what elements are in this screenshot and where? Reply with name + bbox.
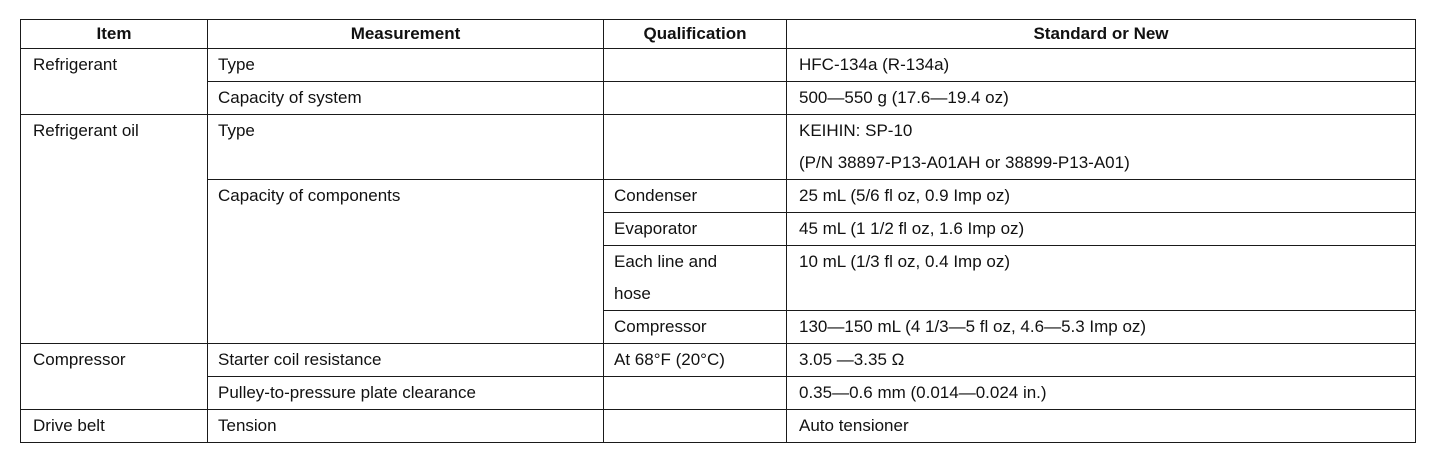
value-refrigerant-capacity: 500—550 g (17.6—19.4 oz) xyxy=(787,82,1416,115)
item-refrigerant-oil: Refrigerant oil xyxy=(21,115,208,344)
qualification-line-hose-line2: hose xyxy=(614,284,651,303)
value-condenser: 25 mL (5/6 fl oz, 0.9 Imp oz) xyxy=(787,180,1416,213)
value-pulley-clearance: 0.35—0.6 mm (0.014—0.024 in.) xyxy=(787,377,1416,410)
measurement-refrigerant-capacity: Capacity of system xyxy=(208,82,604,115)
value-refrigerant-type: HFC-134a (R-134a) xyxy=(787,49,1416,82)
qualification-empty xyxy=(604,410,787,443)
header-item: Item xyxy=(21,20,208,49)
qualification-evaporator: Evaporator xyxy=(604,213,787,246)
qualification-temperature: At 68°F (20°C) xyxy=(604,344,787,377)
measurement-oil-type: Type xyxy=(208,115,604,180)
qualification-line-hose-line1: Each line and xyxy=(614,252,718,271)
measurement-tension: Tension xyxy=(208,410,604,443)
measurement-coil-resistance: Starter coil resistance xyxy=(208,344,604,377)
header-measurement: Measurement xyxy=(208,20,604,49)
spec-table-wrapper xyxy=(20,19,1415,443)
header-row xyxy=(21,20,1416,49)
value-line-hose: 10 mL (1/3 fl oz, 0.4 Imp oz) xyxy=(787,246,1416,311)
table-row xyxy=(21,410,1416,443)
qualification-compressor: Compressor xyxy=(604,311,787,344)
qualification-condenser: Condenser xyxy=(604,180,787,213)
qualification-empty xyxy=(604,377,787,410)
value-evaporator: 45 mL (1 1/2 fl oz, 1.6 Imp oz) xyxy=(787,213,1416,246)
item-refrigerant: Refrigerant xyxy=(21,49,208,115)
measurement-oil-components: Capacity of components xyxy=(208,180,604,344)
table-row xyxy=(21,82,1416,115)
value-oil-type xyxy=(787,115,1416,180)
specifications-table xyxy=(20,19,1416,443)
qualification-empty xyxy=(604,82,787,115)
table-row xyxy=(21,49,1416,82)
item-drive-belt: Drive belt xyxy=(21,410,208,443)
table-row xyxy=(21,115,1416,180)
value-compressor-oil: 130—150 mL (4 1/3—5 fl oz, 4.6—5.3 Imp oz) xyxy=(787,311,1416,344)
qualification-empty xyxy=(604,115,787,180)
header-qualification: Qualification xyxy=(604,20,787,49)
table-row xyxy=(21,180,1416,213)
qualification-line-hose xyxy=(604,246,787,311)
value-coil-resistance: 3.05 —3.35 Ω xyxy=(787,344,1416,377)
item-compressor: Compressor xyxy=(21,344,208,410)
value-oil-type-line2: (P/N 38897-P13-A01AH or 38899-P13-A01) xyxy=(799,153,1130,172)
header-standard: Standard or New xyxy=(787,20,1416,49)
table-row xyxy=(21,377,1416,410)
qualification-empty xyxy=(604,49,787,82)
value-tension: Auto tensioner xyxy=(787,410,1416,443)
measurement-refrigerant-type: Type xyxy=(208,49,604,82)
value-oil-type-line1: KEIHIN: SP-10 xyxy=(799,121,913,140)
table-row xyxy=(21,344,1416,377)
measurement-pulley-clearance: Pulley-to-pressure plate clearance xyxy=(208,377,604,410)
